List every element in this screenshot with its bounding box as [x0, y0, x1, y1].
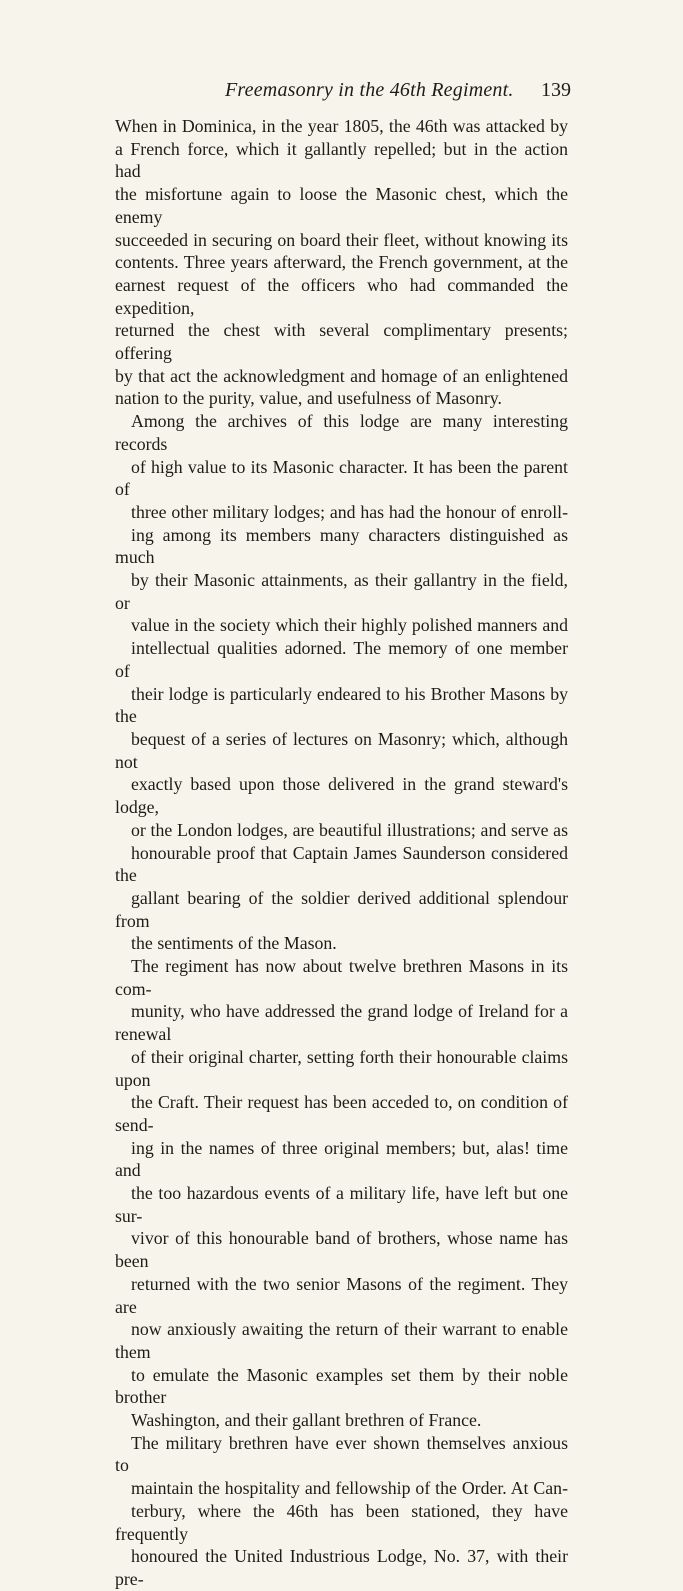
running-header — [115, 79, 571, 103]
paragraph-4 — [115, 1432, 568, 1591]
body-text — [115, 115, 568, 1591]
running-title: Freemasonry in the 46th Regiment. — [225, 79, 514, 101]
text-line: the sentiments of the Mason. — [131, 933, 337, 954]
text-line: ing among its members many characters distinguished as much — [115, 524, 568, 568]
text-line: bequest of a series of lectures on Masonry; which, although not — [115, 728, 568, 772]
text-line: exactly based upon those delivered in the grand steward's lodge, — [115, 774, 568, 818]
text-line: gallant bearing of the soldier derived additional splendour from — [115, 887, 568, 931]
text-line: returned the chest with several complimentary presents; offering — [115, 320, 568, 364]
text-line: Washington, and their gallant brethren of France. — [131, 1410, 482, 1431]
text-line: When in Dominica, in the year 1805, the 46th was attacked by — [115, 116, 568, 136]
paragraph-3 — [115, 955, 568, 1432]
text-line: ing in the names of three original members; but, alas! time and — [115, 1137, 568, 1181]
text-line: succeeded in securing on board their fleet, without knowing its — [115, 229, 568, 250]
text-line: maintain the hospitality and fellowship of the Order. At Can- — [131, 1478, 568, 1499]
text-line: to emulate the Masonic examples set them by their noble brother — [115, 1364, 568, 1408]
text-line: Among the archives of this lodge are many interesting records — [115, 411, 568, 454]
text-line: The regiment has now about twelve brethren Masons in its com- — [115, 956, 568, 999]
text-line: terbury, where the 46th has been stationed, they have frequently — [115, 1500, 568, 1544]
text-line: value in the society which their highly polished manners and — [131, 615, 568, 636]
text-line: The military brethren have ever shown themselves anxious to — [115, 1432, 568, 1476]
text-line: vivor of this honourable band of brothers, whose name has been — [115, 1228, 568, 1272]
text-line: the Craft. Their request has been acceded to, on condition of send- — [115, 1092, 568, 1135]
text-line: by their Masonic attainments, as their gallantry in the field, or — [115, 570, 568, 613]
paragraph-1 — [115, 115, 568, 410]
text-line: earnest request of the officers who had commanded the expedition, — [115, 274, 568, 318]
text-line: honourable proof that Captain James Saunderson considered the — [115, 842, 568, 886]
text-line: honoured the United Industrious Lodge, No. 37, with their pre- — [115, 1546, 568, 1589]
text-line: intellectual qualities adorned. The memory of one member of — [115, 638, 568, 681]
text-line: munity, who have addressed the grand lodge of Ireland for a renewal — [115, 1001, 568, 1045]
paragraph-2 — [115, 410, 568, 955]
text-line: by that act the acknowledgment and homage of an enlightened — [115, 365, 568, 386]
text-line: of their original charter, setting forth their honourable claims upon — [115, 1046, 568, 1090]
page-number: 139 — [541, 79, 571, 101]
text-line: now anxiously awaiting the return of their warrant to enable them — [115, 1319, 568, 1362]
text-line: or the London lodges, are beautiful illustrations; and serve as — [131, 819, 568, 840]
text-line: three other military lodges; and has had the honour of enroll- — [131, 501, 568, 522]
text-line: returned with the two senior Masons of the regiment. They are — [115, 1273, 568, 1317]
text-line: the too hazardous events of a military life, have left but one sur- — [115, 1183, 568, 1226]
text-line: the misfortune again to loose the Masonic chest, which the enemy — [115, 184, 568, 227]
text-line: of high value to its Masonic character. It has been the parent of — [115, 456, 568, 500]
text-line: contents. Three years afterward, the French government, at the — [115, 252, 568, 273]
text-line: their lodge is particularly endeared to his Brother Masons by the — [115, 683, 568, 727]
text-line: a French force, which it gallantly repelled; but in the action had — [115, 138, 568, 182]
text-line: nation to the purity, value, and usefulness of Masonry. — [115, 388, 502, 409]
